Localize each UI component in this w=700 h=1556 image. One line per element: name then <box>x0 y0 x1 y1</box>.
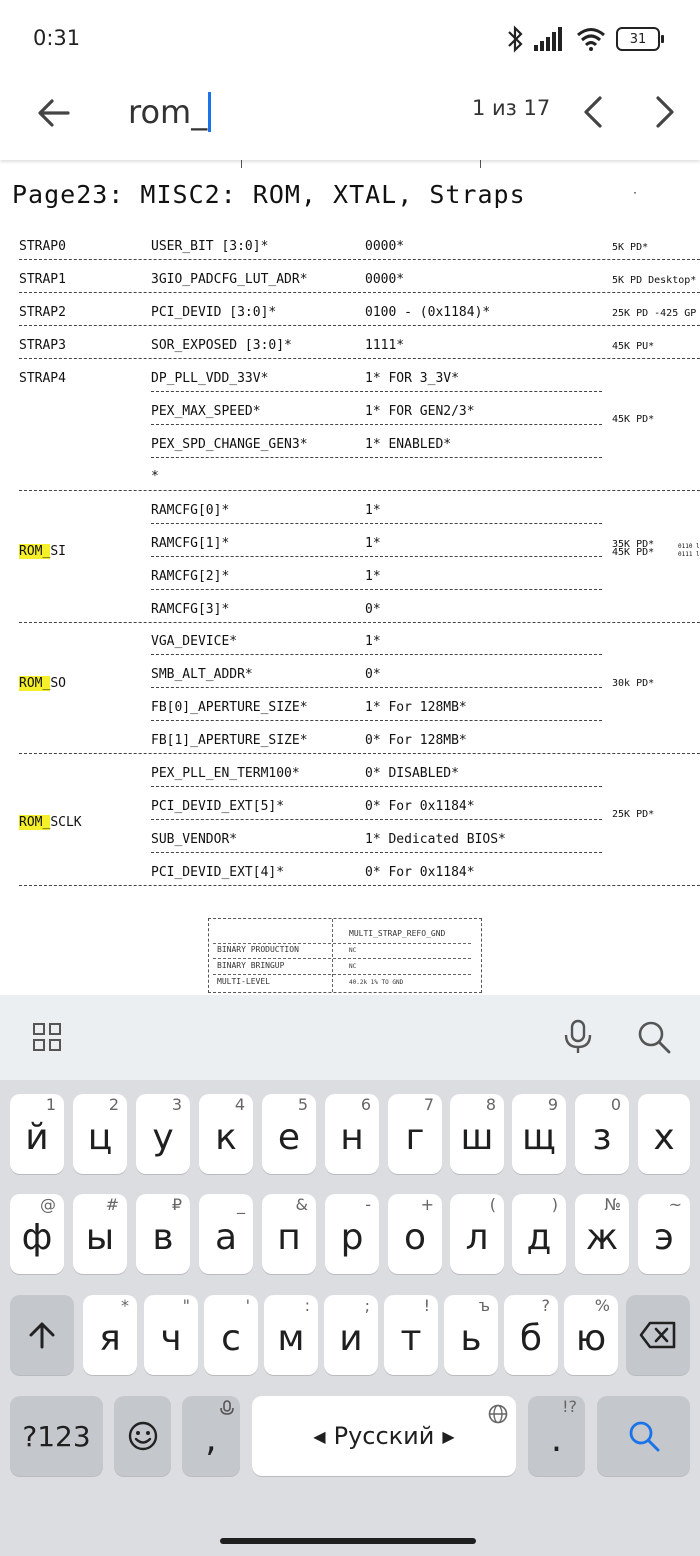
key[interactable] <box>144 1295 198 1375</box>
search-icon <box>627 1419 661 1453</box>
key-label: б <box>519 1317 543 1359</box>
strap-value: 0* For 128MB* <box>365 733 467 748</box>
apps-grid-icon <box>33 1023 61 1051</box>
key-hint: + <box>420 1195 434 1214</box>
strap-name: RAMCFG[1]* <box>151 536 230 551</box>
strap-value: 0* <box>365 667 381 682</box>
mini-table-header: MULTI_STRAP_REFO_GND <box>349 929 446 938</box>
row-divider <box>151 457 602 458</box>
key-label: ф <box>21 1216 53 1258</box>
key[interactable] <box>564 1295 618 1375</box>
table-border <box>241 160 242 168</box>
key[interactable] <box>73 1194 127 1274</box>
search-highlight: ROM_ <box>19 544 51 559</box>
key[interactable] <box>575 1194 629 1274</box>
key[interactable] <box>504 1295 558 1375</box>
row-divider <box>213 974 471 975</box>
key-label: д <box>526 1216 552 1258</box>
table-border <box>332 919 333 992</box>
key[interactable] <box>199 1094 253 1174</box>
caret-right-icon: ▶ <box>442 1426 455 1446</box>
key-label: с <box>221 1317 241 1359</box>
key-hint: 4 <box>234 1095 245 1114</box>
key-hint: !? <box>562 1397 577 1416</box>
find-in-page-bar <box>0 80 700 160</box>
key-label: ч <box>160 1317 182 1359</box>
strap-name: USER_BIT [3:0]* <box>151 239 269 254</box>
key-hint: 6 <box>360 1095 371 1114</box>
strap-pin <box>19 544 66 559</box>
row-divider <box>19 292 700 293</box>
key-hint: ' <box>245 1296 250 1315</box>
key[interactable] <box>384 1295 438 1375</box>
key-hint: - <box>365 1195 371 1214</box>
row-divider <box>151 556 602 557</box>
key-label: з <box>592 1116 612 1158</box>
strap-value: 0* DISABLED* <box>365 766 459 781</box>
globe-icon <box>488 1404 508 1424</box>
space-key[interactable] <box>252 1396 516 1476</box>
strap-note: 45K PU* <box>612 341 655 352</box>
key-hint: 8 <box>485 1095 496 1114</box>
key-hint: ₽ <box>171 1195 182 1214</box>
row-divider <box>151 523 602 524</box>
row-divider <box>151 391 602 392</box>
strap-value: 1111* <box>365 338 405 353</box>
row-divider <box>151 852 602 853</box>
key[interactable] <box>264 1295 318 1375</box>
key-label: к <box>215 1116 237 1158</box>
strap-note: 35K PD* <box>612 539 655 550</box>
strap-pin-suffix: SI <box>50 544 66 559</box>
strap-name: DP_PLL_VDD_33V* <box>151 371 269 386</box>
mini-table-label: BINARY PRODUCTION <box>217 945 299 954</box>
key-hint: ( <box>489 1195 496 1214</box>
row-divider <box>19 885 700 886</box>
stray-mark: · <box>632 188 639 199</box>
strap-name: SMB_ALT_ADDR* <box>151 667 253 682</box>
row-divider <box>151 589 602 590</box>
key[interactable] <box>83 1295 137 1375</box>
strap-pin: STRAP4 <box>19 371 66 386</box>
strap-value: 0* For 0x1184* <box>365 865 475 880</box>
strap-name: PEX_SPD_CHANGE_GEN3* <box>151 437 308 452</box>
row-divider <box>19 259 700 260</box>
strap-note: 0111 l <box>678 551 700 558</box>
key-label: ?123 <box>22 1419 91 1453</box>
comma-key[interactable] <box>182 1396 240 1476</box>
key-hint: ? <box>541 1296 550 1315</box>
chevron-left-icon <box>576 92 612 132</box>
keyboard-search-button[interactable] <box>636 1019 672 1059</box>
strap-note: 45K PD* <box>612 414 655 425</box>
period-key[interactable] <box>528 1396 585 1476</box>
keyboard-toolbar <box>0 995 700 1080</box>
key-hint: 0 <box>610 1095 621 1114</box>
strap-pin <box>19 676 66 691</box>
strap-name: RAMCFG[0]* <box>151 503 230 518</box>
next-match-button[interactable] <box>646 92 682 132</box>
key-label: ш <box>460 1116 494 1158</box>
caret-left-icon: ◀ <box>313 1426 326 1446</box>
key-label: , <box>205 1418 217 1460</box>
key-hint: * <box>121 1296 129 1315</box>
space-language-label: Русский <box>333 1422 435 1450</box>
strap-pin: STRAP0 <box>19 239 66 254</box>
shift-arrow-icon <box>27 1320 57 1350</box>
key[interactable] <box>638 1194 690 1274</box>
backspace-key[interactable] <box>626 1295 690 1375</box>
strap-name: PCI_DEVID_EXT[5]* <box>151 799 285 814</box>
emoji-key[interactable] <box>114 1396 171 1476</box>
row-divider <box>151 819 602 820</box>
key-hint: # <box>105 1195 119 1214</box>
search-action-key[interactable] <box>597 1396 690 1476</box>
row-divider <box>19 753 700 754</box>
key-hint: ! <box>423 1296 430 1315</box>
key-hint: ~ <box>668 1195 682 1214</box>
strap-name: FB[1]_APERTURE_SIZE* <box>151 733 308 748</box>
key-label: ж <box>585 1216 619 1258</box>
strap-pin-suffix: SCLK <box>50 815 82 830</box>
strap-name: FB[0]_APERTURE_SIZE* <box>151 700 308 715</box>
key[interactable] <box>638 1094 690 1174</box>
strap-note: 25K PD* <box>612 809 655 820</box>
keyboard-apps-button[interactable] <box>33 1023 61 1055</box>
bluetooth-icon <box>506 25 524 53</box>
strap-note: 0110 l <box>678 543 700 550</box>
key-hint: 7 <box>423 1095 434 1114</box>
strap-value: 1* FOR GEN2/3* <box>365 404 475 419</box>
text-cursor <box>208 92 211 132</box>
strap-note: 45K PD* <box>612 547 655 558</box>
voice-input-button[interactable] <box>562 1019 594 1059</box>
strap-value: 0000* <box>365 272 405 287</box>
mini-table-value: NC <box>349 963 357 970</box>
arrow-back-icon <box>34 93 74 133</box>
search-highlight: ROM_ <box>19 676 51 691</box>
strap-name: PEX_PLL_EN_TERM100* <box>151 766 300 781</box>
microphone-icon <box>562 1019 594 1055</box>
row-divider <box>19 325 700 326</box>
strap-name: SUB_VENDOR* <box>151 832 238 847</box>
strap-value: 0100 - (0x1184)* <box>365 305 491 320</box>
key[interactable] <box>512 1194 566 1274</box>
key-hint: 5 <box>297 1095 308 1114</box>
key-hint: ) <box>551 1195 558 1214</box>
row-divider <box>151 720 602 721</box>
key[interactable] <box>10 1194 64 1274</box>
strap-pin-suffix: SO <box>50 676 66 691</box>
previous-match-button[interactable] <box>576 92 612 132</box>
home-indicator[interactable] <box>220 1538 476 1544</box>
row-divider <box>151 786 602 787</box>
strap-pin: STRAP2 <box>19 305 66 320</box>
strap-value: 0* <box>365 602 381 617</box>
key[interactable] <box>450 1194 504 1274</box>
key-label: р <box>340 1216 364 1258</box>
key-label: х <box>653 1116 675 1158</box>
key[interactable] <box>575 1094 629 1174</box>
emoji-icon <box>127 1420 159 1452</box>
key-label: е <box>277 1116 301 1158</box>
multi-strap-table <box>208 918 482 993</box>
key-label: в <box>152 1216 174 1258</box>
strap-name: VGA_DEVICE* <box>151 634 238 649</box>
strap-name: PEX_MAX_SPEED* <box>151 404 261 419</box>
strap-pin: STRAP3 <box>19 338 66 353</box>
strap-value: 0000* <box>365 239 405 254</box>
strap-value: 1* <box>365 503 381 518</box>
key[interactable] <box>325 1194 379 1274</box>
key-hint: № <box>604 1195 621 1214</box>
key[interactable] <box>325 1094 379 1174</box>
key-label: а <box>214 1216 238 1258</box>
row-divider <box>213 943 471 944</box>
key-hint: " <box>182 1296 190 1315</box>
row-divider <box>151 654 602 655</box>
strap-name: * <box>151 469 159 484</box>
key-hint: _ <box>237 1195 245 1214</box>
table-border <box>480 160 481 168</box>
status-icons <box>506 22 660 56</box>
key-hint: : <box>304 1296 310 1315</box>
key[interactable] <box>73 1094 127 1174</box>
key-hint: 2 <box>108 1095 119 1114</box>
strap-note: 5K PD* <box>612 242 649 253</box>
key-label: ь <box>460 1317 482 1359</box>
strap-value: 1* Dedicated BIOS* <box>365 832 506 847</box>
key[interactable] <box>199 1194 253 1274</box>
key-label: ц <box>87 1116 113 1158</box>
key-label: у <box>152 1116 174 1158</box>
key-hint: 3 <box>171 1095 182 1114</box>
symbols-key[interactable] <box>10 1396 103 1476</box>
key-label: ю <box>575 1317 607 1359</box>
key[interactable] <box>388 1094 442 1174</box>
strap-note: 30k PD* <box>612 678 655 689</box>
key-label: ы <box>85 1216 115 1258</box>
row-divider <box>151 687 602 688</box>
key[interactable] <box>512 1094 566 1174</box>
key-label: л <box>465 1216 489 1258</box>
match-counter: 1 из 17 <box>472 96 551 120</box>
key-hint: ъ <box>478 1296 490 1315</box>
row-divider <box>19 490 700 491</box>
strap-name: SOR_EXPOSED [3:0]* <box>151 338 292 353</box>
key[interactable] <box>136 1194 190 1274</box>
key-label: й <box>25 1116 49 1158</box>
strap-value: 1* FOR 3_3V* <box>365 371 459 386</box>
key-label: п <box>277 1216 301 1258</box>
soft-keyboard <box>0 1080 700 1556</box>
strap-name: RAMCFG[3]* <box>151 602 230 617</box>
key-label: и <box>339 1317 363 1359</box>
strap-value: 1* <box>365 569 381 584</box>
strap-name: PCI_DEVID [3:0]* <box>151 305 277 320</box>
key-hint: 9 <box>547 1095 558 1114</box>
strap-note: 5K PD Desktop* <box>612 275 697 286</box>
chevron-right-icon <box>646 92 682 132</box>
status-time: 0:31 <box>33 26 81 50</box>
shift-key[interactable] <box>10 1295 74 1375</box>
search-icon <box>636 1019 672 1055</box>
strap-pin: STRAP1 <box>19 272 66 287</box>
key-label: т <box>400 1317 422 1359</box>
strap-value: 1* <box>365 634 381 649</box>
pdf-page-view[interactable] <box>0 160 700 995</box>
wifi-icon <box>576 27 606 51</box>
key[interactable] <box>262 1194 316 1274</box>
find-input[interactable] <box>128 88 211 136</box>
key-hint: 1 <box>45 1095 56 1114</box>
row-divider <box>213 958 471 959</box>
row-divider <box>19 358 700 359</box>
row-divider <box>19 622 700 623</box>
key-label: н <box>340 1116 364 1158</box>
mini-table-value: 40.2k 1% TO GND <box>349 979 404 986</box>
backspace-icon <box>639 1321 677 1349</box>
key-label: о <box>403 1216 427 1258</box>
strap-note: 25K PD -425 GP <box>612 308 697 319</box>
key[interactable] <box>10 1094 64 1174</box>
page-title: Page23: MISC2: ROM, XTAL, Straps <box>12 180 526 209</box>
key-label: я <box>99 1317 121 1359</box>
mini-table-label: BINARY BRINGUP <box>217 961 285 970</box>
strap-pin <box>19 815 82 830</box>
strap-name: PCI_DEVID_EXT[4]* <box>151 865 285 880</box>
microphone-icon <box>220 1400 234 1418</box>
strap-value: 1* <box>365 536 381 551</box>
row-divider <box>151 424 602 425</box>
signal-icon <box>534 27 566 51</box>
search-highlight: ROM_ <box>19 815 51 830</box>
key-hint: % <box>594 1296 610 1315</box>
key[interactable] <box>262 1094 316 1174</box>
battery-level: 31 <box>629 31 647 47</box>
mini-table-value: NC <box>349 947 357 954</box>
key-hint: ; <box>364 1296 370 1315</box>
strap-name: 3GIO_PADCFG_LUT_ADR* <box>151 272 308 287</box>
key[interactable] <box>450 1094 504 1174</box>
key-label: . <box>550 1418 563 1460</box>
key[interactable] <box>388 1194 442 1274</box>
battery-icon <box>616 27 660 51</box>
strap-value: 1* ENABLED* <box>365 437 452 452</box>
key-label: э <box>654 1216 674 1258</box>
status-bar <box>0 0 700 80</box>
back-button[interactable] <box>34 93 74 133</box>
key-label: м <box>277 1317 305 1359</box>
mini-table-label: MULTI-LEVEL <box>217 977 270 986</box>
find-query: rom_ <box>128 93 208 131</box>
strap-value: 0* For 0x1184* <box>365 799 475 814</box>
key[interactable] <box>444 1295 498 1375</box>
strap-name: RAMCFG[2]* <box>151 569 230 584</box>
key[interactable] <box>324 1295 378 1375</box>
key-hint: & <box>295 1195 308 1214</box>
key-label: щ <box>522 1116 556 1158</box>
key[interactable] <box>204 1295 258 1375</box>
key-hint: @ <box>40 1195 56 1214</box>
key[interactable] <box>136 1094 190 1174</box>
strap-value: 1* For 128MB* <box>365 700 467 715</box>
key-label: г <box>405 1116 425 1158</box>
